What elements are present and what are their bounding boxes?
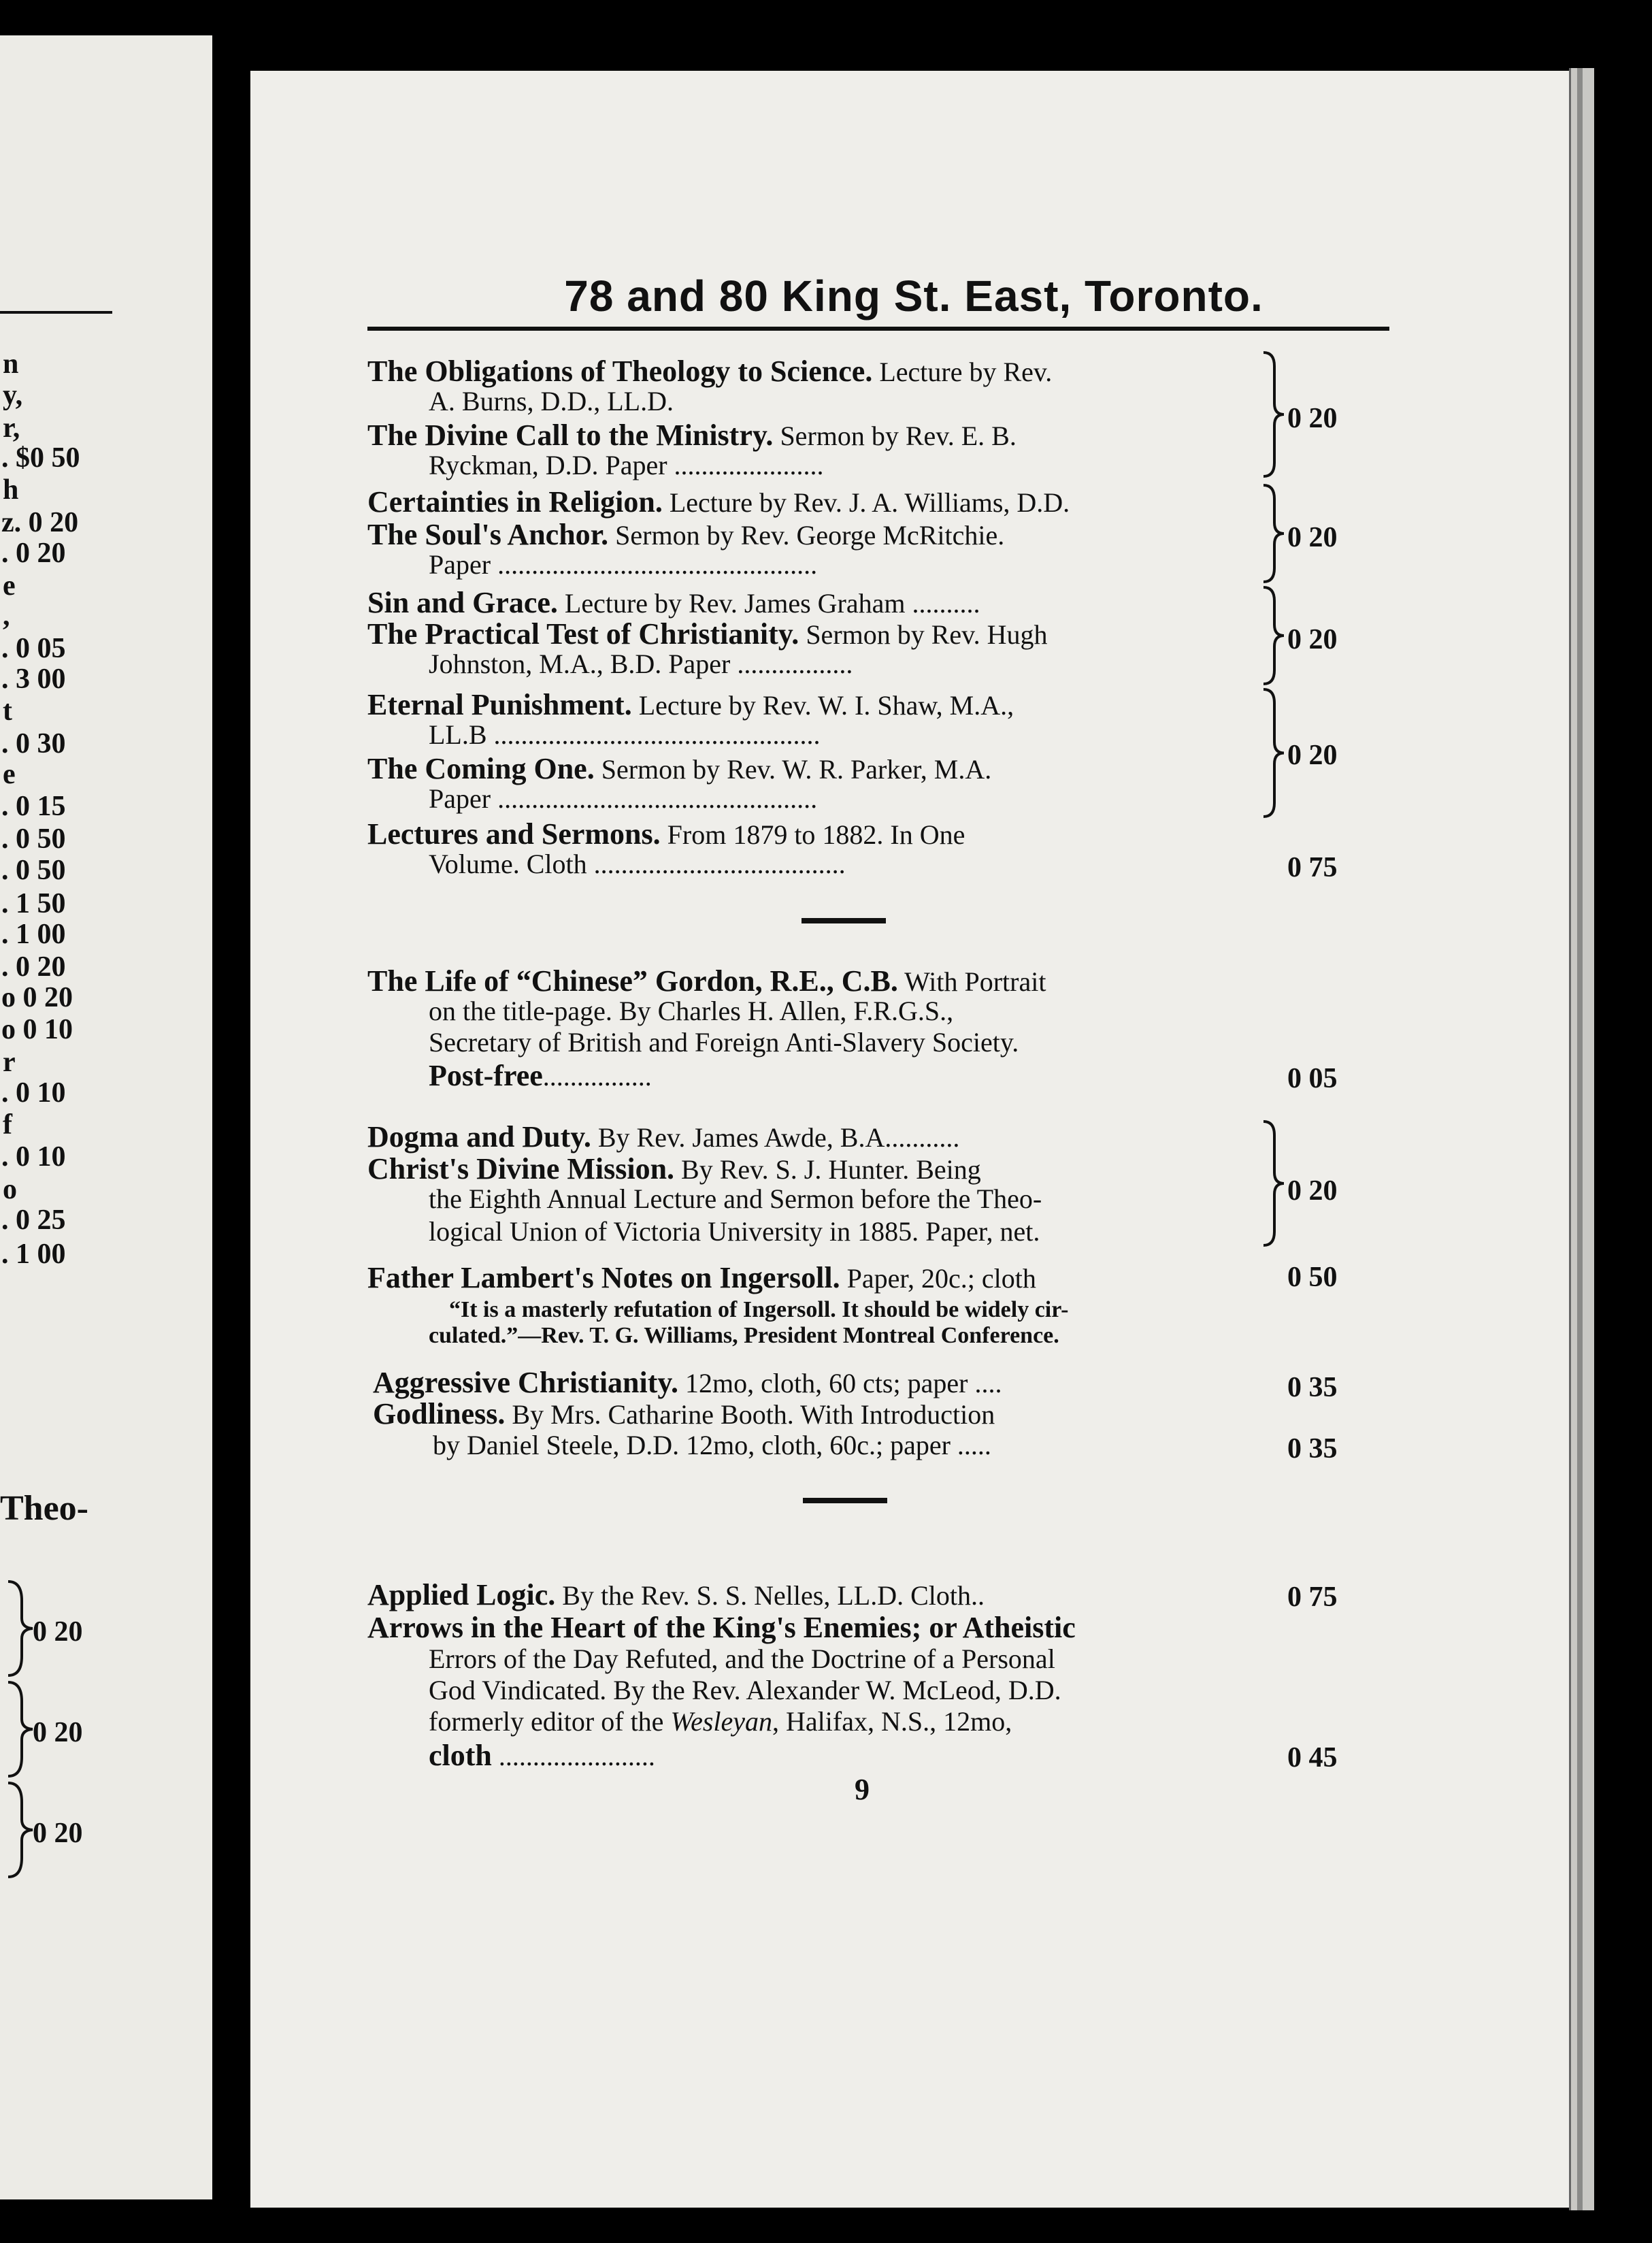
book-description: From 1879 to 1882. In One: [660, 819, 965, 850]
catalog-line: [367, 1580, 985, 1610]
page-edge-shadow: [1577, 68, 1583, 2210]
book-description: Lecture by Rev. W. I. Shaw, M.A.,: [631, 690, 1014, 721]
book-title: Christ's Divine Mission.: [367, 1152, 675, 1185]
book-description: Lecture by Rev. J. A. Williams, D.D.: [662, 487, 1070, 518]
brace-group-1: [1261, 350, 1285, 479]
book-title: Lectures and Sermons.: [367, 817, 661, 851]
book-text: the Eighth Annual Lecture and Sermon before the Theo-: [429, 1183, 1042, 1214]
book-text: , Halifax, N.S., 12mo,: [772, 1706, 1012, 1737]
catalog-line: [429, 721, 1259, 749]
book-description: ...............................................: [491, 549, 818, 580]
periodical-title: Wesleyan: [670, 1706, 773, 1737]
review-quote-line-2: culated.”—Rev. T. G. Williams, President Montreal Conference.: [429, 1323, 1059, 1348]
left-fragment: r: [3, 1047, 16, 1078]
book-text: on the title-page. By Charles H. Allen, F.R.G.S.,: [429, 996, 954, 1026]
book-text: LL.B: [429, 719, 487, 750]
price: 0 20: [1287, 403, 1338, 434]
catalog-line: [367, 487, 1259, 517]
left-fragment: . 1 50: [1, 888, 66, 919]
section-separator-2: [803, 1498, 887, 1503]
book-description: By the Rev. S. S. Nelles, LL.D. Cloth..: [555, 1580, 985, 1611]
book-text: Paper: [429, 549, 491, 580]
catalog-line: Errors of the Day Refuted, and the Doctrine of a Personal: [429, 1643, 1055, 1674]
left-fragment: z. 0 20: [1, 507, 79, 538]
price: 0 20: [1287, 740, 1338, 771]
catalog-line: [429, 851, 1259, 878]
catalog-line: [429, 1741, 655, 1771]
catalog-line: [429, 551, 1259, 578]
catalog-line: [367, 1122, 1259, 1152]
catalog-line: [429, 1185, 1259, 1213]
header-rule: [367, 327, 1389, 331]
left-fragment: . 0 20: [1, 538, 66, 569]
left-fragment: . 0 25: [1, 1205, 66, 1236]
catalog-line: [367, 1154, 1259, 1184]
left-brace-price-2: 0 20: [33, 1717, 83, 1748]
catalog-line: [367, 588, 1259, 618]
book-title: The Practical Test of Christianity.: [367, 617, 799, 651]
left-brace-price-3: 0 20: [33, 1818, 83, 1849]
price: 0 35: [1287, 1433, 1338, 1464]
book-text: cloth: [429, 1739, 492, 1772]
catalog-line: [367, 421, 1259, 451]
book-title: Post-free: [429, 1059, 543, 1092]
catalog-line: [367, 1263, 1259, 1293]
brace-dogma: [1261, 1119, 1285, 1248]
book-description: ......................: [667, 450, 824, 480]
book-description: .................: [730, 649, 853, 679]
book-description: Paper, 20c.; cloth: [840, 1263, 1036, 1294]
catalog-line: [367, 357, 1259, 387]
book-description: .....................................: [587, 849, 846, 879]
book-title: Certainties in Religion.: [367, 485, 663, 519]
left-fragment: o 0 20: [1, 982, 73, 1013]
catalog-line: [367, 819, 1259, 849]
section-separator-1: [802, 918, 886, 923]
book-title: The Divine Call to the Ministry.: [367, 419, 774, 452]
left-fragment: . 0 05: [1, 633, 66, 664]
book-description: ................: [542, 1061, 652, 1092]
left-fragment: n: [3, 348, 19, 380]
left-fragment: h: [3, 474, 19, 506]
book-description: By Rev. S. J. Hunter. Being: [674, 1154, 981, 1185]
catalog-line: [429, 998, 1259, 1025]
brace-group-2: [1261, 482, 1285, 585]
book-description: By Rev. James Awde, B.A...........: [591, 1122, 960, 1153]
left-page-theo-heading: Theo-: [0, 1489, 88, 1528]
left-fragment: r,: [3, 412, 20, 444]
book-text: Ryckman, D.D. Paper: [429, 450, 667, 480]
book-title: The Soul's Anchor.: [367, 518, 609, 551]
book-title: Sin and Grace.: [367, 586, 558, 619]
left-fragment: . 1 00: [1, 1239, 66, 1270]
book-title: Godliness.: [373, 1397, 506, 1430]
left-brace-3: [5, 1782, 35, 1878]
catalog-line: [429, 1061, 1259, 1091]
book-text: Johnston, M.A., B.D. Paper: [429, 649, 731, 679]
price: 0 35: [1287, 1372, 1338, 1403]
book-description: Sermon by Rev. Hugh: [799, 619, 1048, 650]
left-page-rule: [0, 311, 112, 314]
left-fragment: . 0 10: [1, 1077, 66, 1109]
page-number: 9: [855, 1773, 870, 1806]
price: 0 20: [1287, 1175, 1338, 1207]
left-fragment: e: [3, 759, 16, 790]
left-fragment: y,: [3, 380, 23, 411]
catalog-line: [367, 690, 1259, 720]
book-description: ...............................................: [491, 783, 818, 814]
catalog-line: [367, 754, 1259, 784]
left-fragment: o 0 10: [1, 1014, 73, 1045]
catalog-line: [429, 388, 1259, 415]
book-text: Secretary of British and Foreign Anti-Slavery Society.: [429, 1027, 1019, 1058]
book-description: Sermon by Rev. George McRitchie.: [608, 520, 1005, 551]
catalog-line: [429, 651, 1259, 678]
book-description: Lecture by Rev. James Graham ..........: [557, 588, 980, 619]
book-description: Sermon by Rev. E. B.: [773, 421, 1017, 451]
book-title: Applied Logic.: [367, 1578, 556, 1611]
catalog-line: [429, 1218, 1259, 1245]
price: 0 45: [1287, 1742, 1338, 1773]
catalog-line: [429, 452, 1259, 479]
catalog-line: [367, 520, 1259, 550]
book-description: Sermon by Rev. W. R. Parker, M.A.: [594, 754, 992, 785]
left-brace-price-1: 0 20: [33, 1616, 83, 1648]
page-header: 78 and 80 King St. East, Toronto.: [564, 272, 1263, 321]
brace-group-4: [1261, 687, 1285, 819]
book-title: Eternal Punishment.: [367, 688, 632, 721]
right-page: [250, 71, 1569, 2208]
book-text: A. Burns, D.D., LL.D.: [429, 386, 674, 416]
book-text: logical Union of Victoria University in 1885. Paper, net.: [429, 1216, 1040, 1247]
left-fragment: e: [3, 570, 16, 602]
book-title: The Coming One.: [367, 752, 595, 785]
book-title: Aggressive Christianity.: [373, 1366, 678, 1399]
book-description: 12mo, cloth, 60 cts; paper ....: [678, 1368, 1002, 1398]
book-text: formerly editor of the: [429, 1706, 671, 1737]
left-fragment: . 0 20: [1, 951, 66, 983]
left-fragment: . $0 50: [1, 442, 80, 474]
book-title: The Obligations of Theology to Science.: [367, 355, 873, 388]
book-text: Volume. Cloth: [429, 849, 587, 879]
book-description: With Portrait: [897, 966, 1046, 997]
catalog-line: [367, 619, 1259, 649]
book-text: Paper: [429, 783, 491, 814]
book-description: ................................................: [486, 719, 821, 750]
price: 0 50: [1287, 1262, 1338, 1293]
left-fragment: . 0 50: [1, 823, 66, 855]
left-fragment: . 0 10: [1, 1141, 66, 1173]
left-fragment: . 3 00: [1, 664, 66, 695]
book-description: Lecture by Rev.: [872, 357, 1053, 387]
left-fragment: . 1 00: [1, 919, 66, 950]
left-page-fragment: [0, 35, 212, 2199]
leader-dots: .......................: [491, 1741, 655, 1771]
price: 0 20: [1287, 522, 1338, 553]
left-fragment: . 0 30: [1, 728, 66, 759]
price: 0 75: [1287, 852, 1338, 883]
catalog-line: [367, 966, 1259, 996]
catalog-line: [429, 1708, 1012, 1735]
book-title: Arrows in the Heart of the King's Enemies; or Atheistic: [367, 1611, 1076, 1644]
left-fragment: . 0 15: [1, 791, 66, 822]
book-title: Father Lambert's Notes on Ingersoll.: [367, 1261, 840, 1294]
catalog-line: [373, 1368, 1002, 1398]
price: 0 05: [1287, 1063, 1338, 1094]
book-title: Dogma and Duty.: [367, 1120, 591, 1153]
catalog-line: [429, 1029, 1259, 1056]
left-brace-1: [5, 1580, 35, 1677]
catalog-line: God Vindicated. By the Rev. Alexander W. McLeod, D.D.: [429, 1675, 1061, 1705]
left-fragment: ,: [3, 600, 10, 632]
price: 0 75: [1287, 1582, 1338, 1613]
left-brace-2: [5, 1681, 35, 1778]
left-fragment: . 0 50: [1, 855, 66, 886]
left-fragment: o: [3, 1174, 17, 1205]
catalog-line: [373, 1399, 995, 1429]
review-quote-line-1: “It is a masterly refutation of Ingersoll. It should be widely cir-: [449, 1297, 1069, 1322]
book-description: By Mrs. Catharine Booth. With Introduction: [505, 1399, 995, 1430]
left-fragment: t: [3, 695, 12, 727]
price: 0 20: [1287, 624, 1338, 655]
catalog-line: by Daniel Steele, D.D. 12mo, cloth, 60c.; paper .....: [433, 1430, 991, 1460]
book-title: The Life of “Chinese” Gordon, R.E., C.B.: [367, 964, 898, 998]
left-fragment: f: [3, 1109, 12, 1141]
brace-group-3: [1261, 585, 1285, 687]
catalog-line: [367, 1613, 1076, 1643]
catalog-line: [429, 785, 1259, 813]
